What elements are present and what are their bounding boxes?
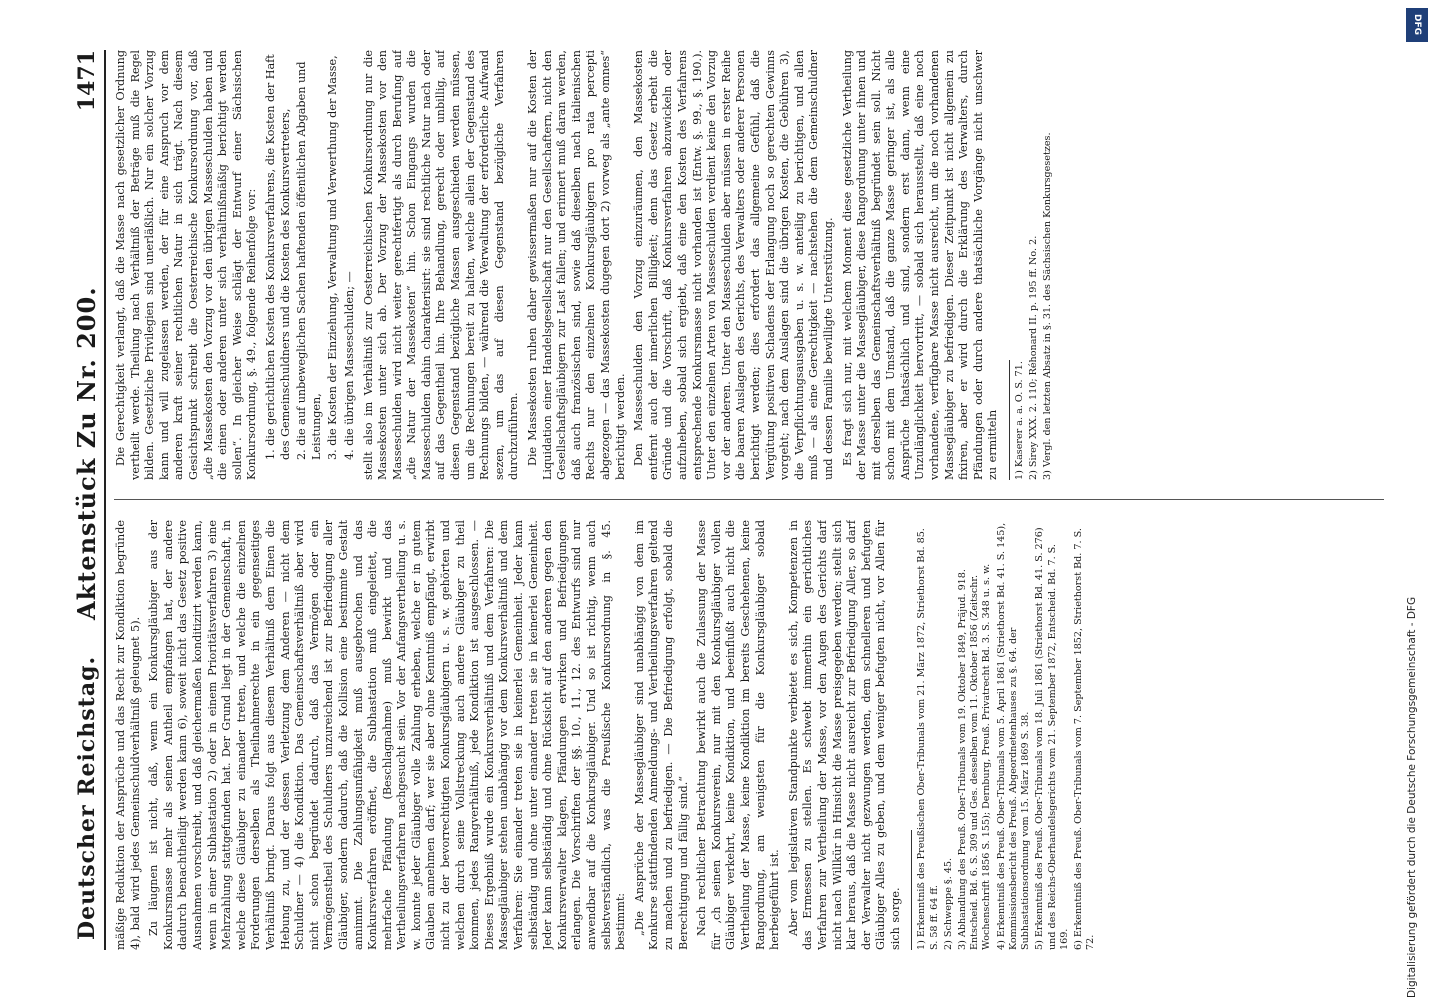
left-paragraph: mäßige Reduktion der Ansprüche und das Recht zur Kondiktion begründe 4), bald wird jedes Gemeinschuldverhältniß geleugnet 5). [114,520,142,950]
right-paragraph: stellt also im Verhältniß zur Oesterreichischen Konkursordnung nur die Massekosten unter sich ab. Der Vorzug der Massekosten vor den Masseschulden wird nicht weiter gerechtfertigt als durch Berufung auf „die Natur der Massekosten“ hin. Schon Eingangs wurden die Masseschulden dahin charakterisirt: sie sind rechtliche Natur nach oder auf das Gegentheil hin. Ihre Behandlung, gerecht oder unbillig, auf diesen Gegenstand bezügliche Massen ausgeschieden werden müssen, um die Rechnungen bereit zu halten, welche allein der Gegenstand des Rechnungs bilden, — während die Verwaltung der erforderliche Aufwand sezen, um das auf diesen Gegenstand bezügliche Verfahren durchzuführen. [361,50,521,480]
right-paragraph: Die Gerechtigkeit verlangt, daß die Masse nach gesetzlicher Ordnung vertheilt werde. Theilung nach Verhältniß der Beträge muß die Regel bilden. Gesetzliche Privilegien sind unerläßlich. Nur ein solcher Vorzug kann und will zugelassen werden, der für eine Anspruch vor dem anderen kraft seiner rechtlichen Natur in sich trägt. Nach diesem Gesichtspunkt schreibt die Oesterreichische Konkursordnung vor, daß „die Massekosten den Vorzug vor den übrigen Masseschulden haben und die einen oder anderen unter sich verhältnißmäßig berichtigt werden sollen“. In gleicher Weise schlägt der Entwurf einer Sächsischen Konkursordnung, §. 49., folgende Reihenfolge vor: [114,50,259,480]
list-item: 2. die auf unbeweglichen Sachen haftenden öffentlichen Abgaben und Leistungen, [295,61,323,460]
page-header [70,30,104,950]
left-paragraph: Nach rechtlicher Betrachtung bewirkt auch die Zulassung der Masse für ‚ch seinen Konkursverein, nur mit den Konkursgläubiger vollen Gläubiger verkehrt, keine Kondiktion, und beeinflußt auch nicht die Vertheilung der Masse, keine Kondiktion im bereits Geschehenen, keine Rangordnung, am wenigsten für die Konkursgläubiger sobald herbeigeführt ist. [695,520,782,950]
column-divider [114,499,1384,500]
list-item: 3. die Kosten der Einziehung, Verwaltung und Verwerthung der Masse, [326,55,340,460]
left-paragraph: Aber vom legislativen Standpunkte verbietet es sich, Kompetenzen in das Ermessen zu stellen. Es schwebt immerhin ein gerichtliches Verfahren zur Vertheilung der Masse, vor den Augen des Gerichts darf nicht nach Willkür in Hinsicht die Masse preisgegeben werden; stellt sich klar heraus, daß die Masse nicht ausreicht zur Befriedigung Aller, so darf der Verwalter nicht gezwungen werden, dem schnelleren und befugten Gläubiger Alles zu geben, und dem weniger befugten nicht, vor Allen für sich sorge. [786,520,902,950]
footnote: 5) Erkenntniß des Preuß. Ober-Tribunals vom 18. Juli 1861 (Striethorst Bd. 41. S. 276) und des Reichs-Oberhandelsgerichts vom 21. September 1872, Entscheid. Bd. 7. S. 169. [1034,527,1070,950]
left-quote: „Die Ansprüche der Massegläubiger sind unabhängig von dem im Konkurse stattfindenden Anmeldungs- und Vertheilungsverfahren geltend zu machen und zu befriedigen. — Die Befriedigung erfolgt, sobald die Berechtigung und fällig sind.“ [632,520,690,950]
dfg-watermark [1406,8,1428,998]
footnote: 6) Erkenntniß des Preuß. Ober-Tribunals vom 7. September 1852, Striethorst Bd. 7. S. 72. [1072,528,1097,950]
footnote: 3) Vergl. den letzten Absatz in §. 31. des Sächsischen Konkursgesetzes. [1042,132,1054,480]
footnote-rule [911,830,912,950]
footnote-rule [1009,360,1010,480]
right-paragraph: Es fragt sich nur, mit welchem Moment diese gesetzliche Vertheilung der Masse unter die Massegläubiger, diese Rangordnung unter ihnen und mit derselben das Gemeinschaftsverhältniß begründet sein soll. Nicht schon mit dem Umstand, daß die ganze Masse geringer ist, als alle Ansprüche thatsächlich und sind, sondern erst dann, wenn eine Unzulänglichkeit hervortritt, — sobald sich herausstellt, daß eine noch vorhandene, verfügbare Masse nicht ausreicht, um die noch vorhandenen Massegläubiger zu befriedigen. Dieser Zeitpunkt ist nicht allgemein zu fixiren, aber er wird durch die Erklärung des Verwalters, durch Pfändungen oder durch andere thatsächliche Vorgänge nicht unschwer zu ermitteln [840,50,1000,480]
dfg-funding-note: Digitalisierung gefördert durch die Deutsche Forschungsgemeinschaft - DFG [1406,596,1418,998]
right-paragraph: Die Massekosten ruhen daher gewissermaßen nur auf die Kosten der Liquidation einer Handelsgesellschaft nur den Gesellschaftern, nicht den Gesellschaftsgläubigern zur Last fallen; und erinnert muß daran werden, daß auch französischen sind, sowie daß dieselben nach italienischen Rechts nur den einzelnen Konkursgläubigern pro rata percepti abgezogen — das Massekosten dugegen dort 2) vorweg als „ante omnes“ berichtigt werden. [526,50,627,480]
header-rule [104,50,106,950]
left-column [114,520,1384,950]
list-item: 1. die gerichtlichen Kosten des Konkursverfahrens, die Kosten der Haft des Gemeinschuldners und die Kosten des Konkursvertreters, [263,54,292,460]
footnote: 4) Erkenntniß des Preuß. Ober-Tribunals vom 5. April 1861 (Striethorst Bd. 41. S. 145), Kommissionsbericht des Preuß. Abgeordnetenhauses zu §. 64. der Subhastationsordnung vom 15. März 1869 S. 38. [995,522,1032,950]
enumerated-list [264,50,358,460]
left-paragraph: Zu läugnen ist nicht, daß, wenn ein Konkursgläubiger aus der Konkursmasse mehr als seinen Antheil empfangen hat, der andere dadurch benachtheiligt werden kann 6), soweit nicht das Gesetz positive Ausnahmen vorschreibt, und daß gleichermaßen konditizirt werden kann, wenn in einer Subhastation 2) oder in einem Prioritätsverfahren 3) eine Mehrzahlung stattgefunden hat. Der Grund liegt in der Gemeinschaft, in welche diese Gläubiger zu einander treten, und welche die einzelnen Forderungen derselben als Theilnahmerechte in ein gegenseitiges Verhältniß bringt. Daraus folgt aus diesem Verhältniß dem Einen die Hebung zu, und der dessen Verletzung dem Anderen — nicht dem Schuldner — 4) die Kondiktion. Das Gemeinschaftsverhältniß aber wird nicht schon begründet dadurch, daß das Vermögen oder ein Vermögenstheil des Schuldners unzureichend ist zur Befriedigung aller Gläubiger, sondern dadurch, daß die Kollision eine bestimmte Gestalt annimmt. Die Zahlungsunfähigkeit muß ausgebrochen und das Konkursverfahren eröffnet, die Subhastation muß eingeleitet, die mehrfache Pfändung (Beschlagnahme) muß bewirkt und das Vertheilungsverfahren nachgesucht sein. Vor der Anfangsvertheilung u. s. w. konnte jeder Gläubiger volle Zahlung erheben, welche er in gutem Glauben annehmen darf; wer sie aber ohne Kenntniß empfängt, erwirbt nicht zu der bevorrechtigten Konkursgläubigern u. s. w. gehörten und welchen durch seine Vollstreckung auch andere Gläubiger zu theil kommen, jedes Rangverhältniß, jede Kondiktion ist ausgeschlossen. — Dieses Ergebniß wurde ein Konkursverhältniß und dem Verfahren: Die Massegläubiger stehen unabhängig vor dem Konkursverhältniß und dem Verfahren: Sie einander treten sie in keinerlei Gemeinheit. Jeder kann selbständig und ohne unter einander treten sie in keinerlei Gemeinheit. Jeder kann selbständig und ohne Rücksicht auf den anderen gegen den Konkursverwalter klagen, Pfändungen erwirken und Befriedigungen erlangen. Die Vorschriften der §§. 10., 11., 12. des Entwurfs sind nur anwendbar auf die Konkursgläubiger. Und so ist richtig, wenn auch selbstverständlich, was die Preußische Konkursordnung in §. 45. bestimmt: [147,520,628,950]
footnote: 1) Erkenntniß des Preußischen Ober-Tribunals vom 21. März 1872, Striethorst Bd. 85. S. 58 ff. 64 ff. [916,528,940,950]
header-title: Deutscher Reichstag. [74,655,100,940]
footnote: 3) Abhandlung des Preuß. Ober-Tribunals vom 19. Oktober 1849, Präjud. 918. Entscheid. Bd. 6. S. 309 und Ges. desselben vom 11. Oktober 1856 (Zeitschr. Wochenschrift 1856 S. 155); Dernburg, Preuß. Privatrecht Bd. 3. S. 348 u. s. w. [957,563,993,950]
right-column [114,50,1384,480]
right-paragraph: Den Masseschulden den Vorzug einzuräumen, den Massekosten entfernt auch der innerlichen Billigkeit; denn das Gesetz erbeht die Gründe und die Vorschrift, daß Konkursverfahren abzuwickeln oder aufzuheben, sobald sich ergiebt, daß eine den Kosten des Verfahrens entsprechende Konkursmasse nicht vorhanden ist (Entw. §. 99., §. 190.). Unter den einzelnen Arten von Masseschulden verdient keine den Vorzug vor der anderen. Unter den Masseschulden aber müssen in erster Reihe die baaren Auslagen des Gerichts, des Verwalters oder anderer Personen berichtigt werden; dies erfordert das allgemeine Gefühl, daß die Vergütung positiven Schadens der Erlangung noch so gerechten Gewinns vorgeht; nach dem Auslagen sind die übrigen Kosten, die Gebühren 3), die Verpflichtungsausgaben u. s. w. anteilig zu berichtigen, und allen muß — als eine Gerechtigkeit — nachstehen die dem Gemeinschuldner und dessen Familie bewilligte Unterstützung. [632,50,835,480]
list-item: 4. die übrigen Masseschulden; — [342,271,356,460]
dfg-logo-icon: DFG [1406,8,1428,42]
header-document-number: Aktenstück Zu Nr. 200. [72,286,101,620]
page-number: 1471 [74,50,100,112]
footnote: 2) Schweppe §. 45. [942,857,954,950]
footnote: 1) Kaserer a. a. O. S. 71. [1014,361,1026,480]
rotated-document-page [70,30,1400,950]
footnote: 2) Sirey XXX. 2. 110; Réhonard II. p. 195 ff. No. 2. [1028,235,1040,480]
